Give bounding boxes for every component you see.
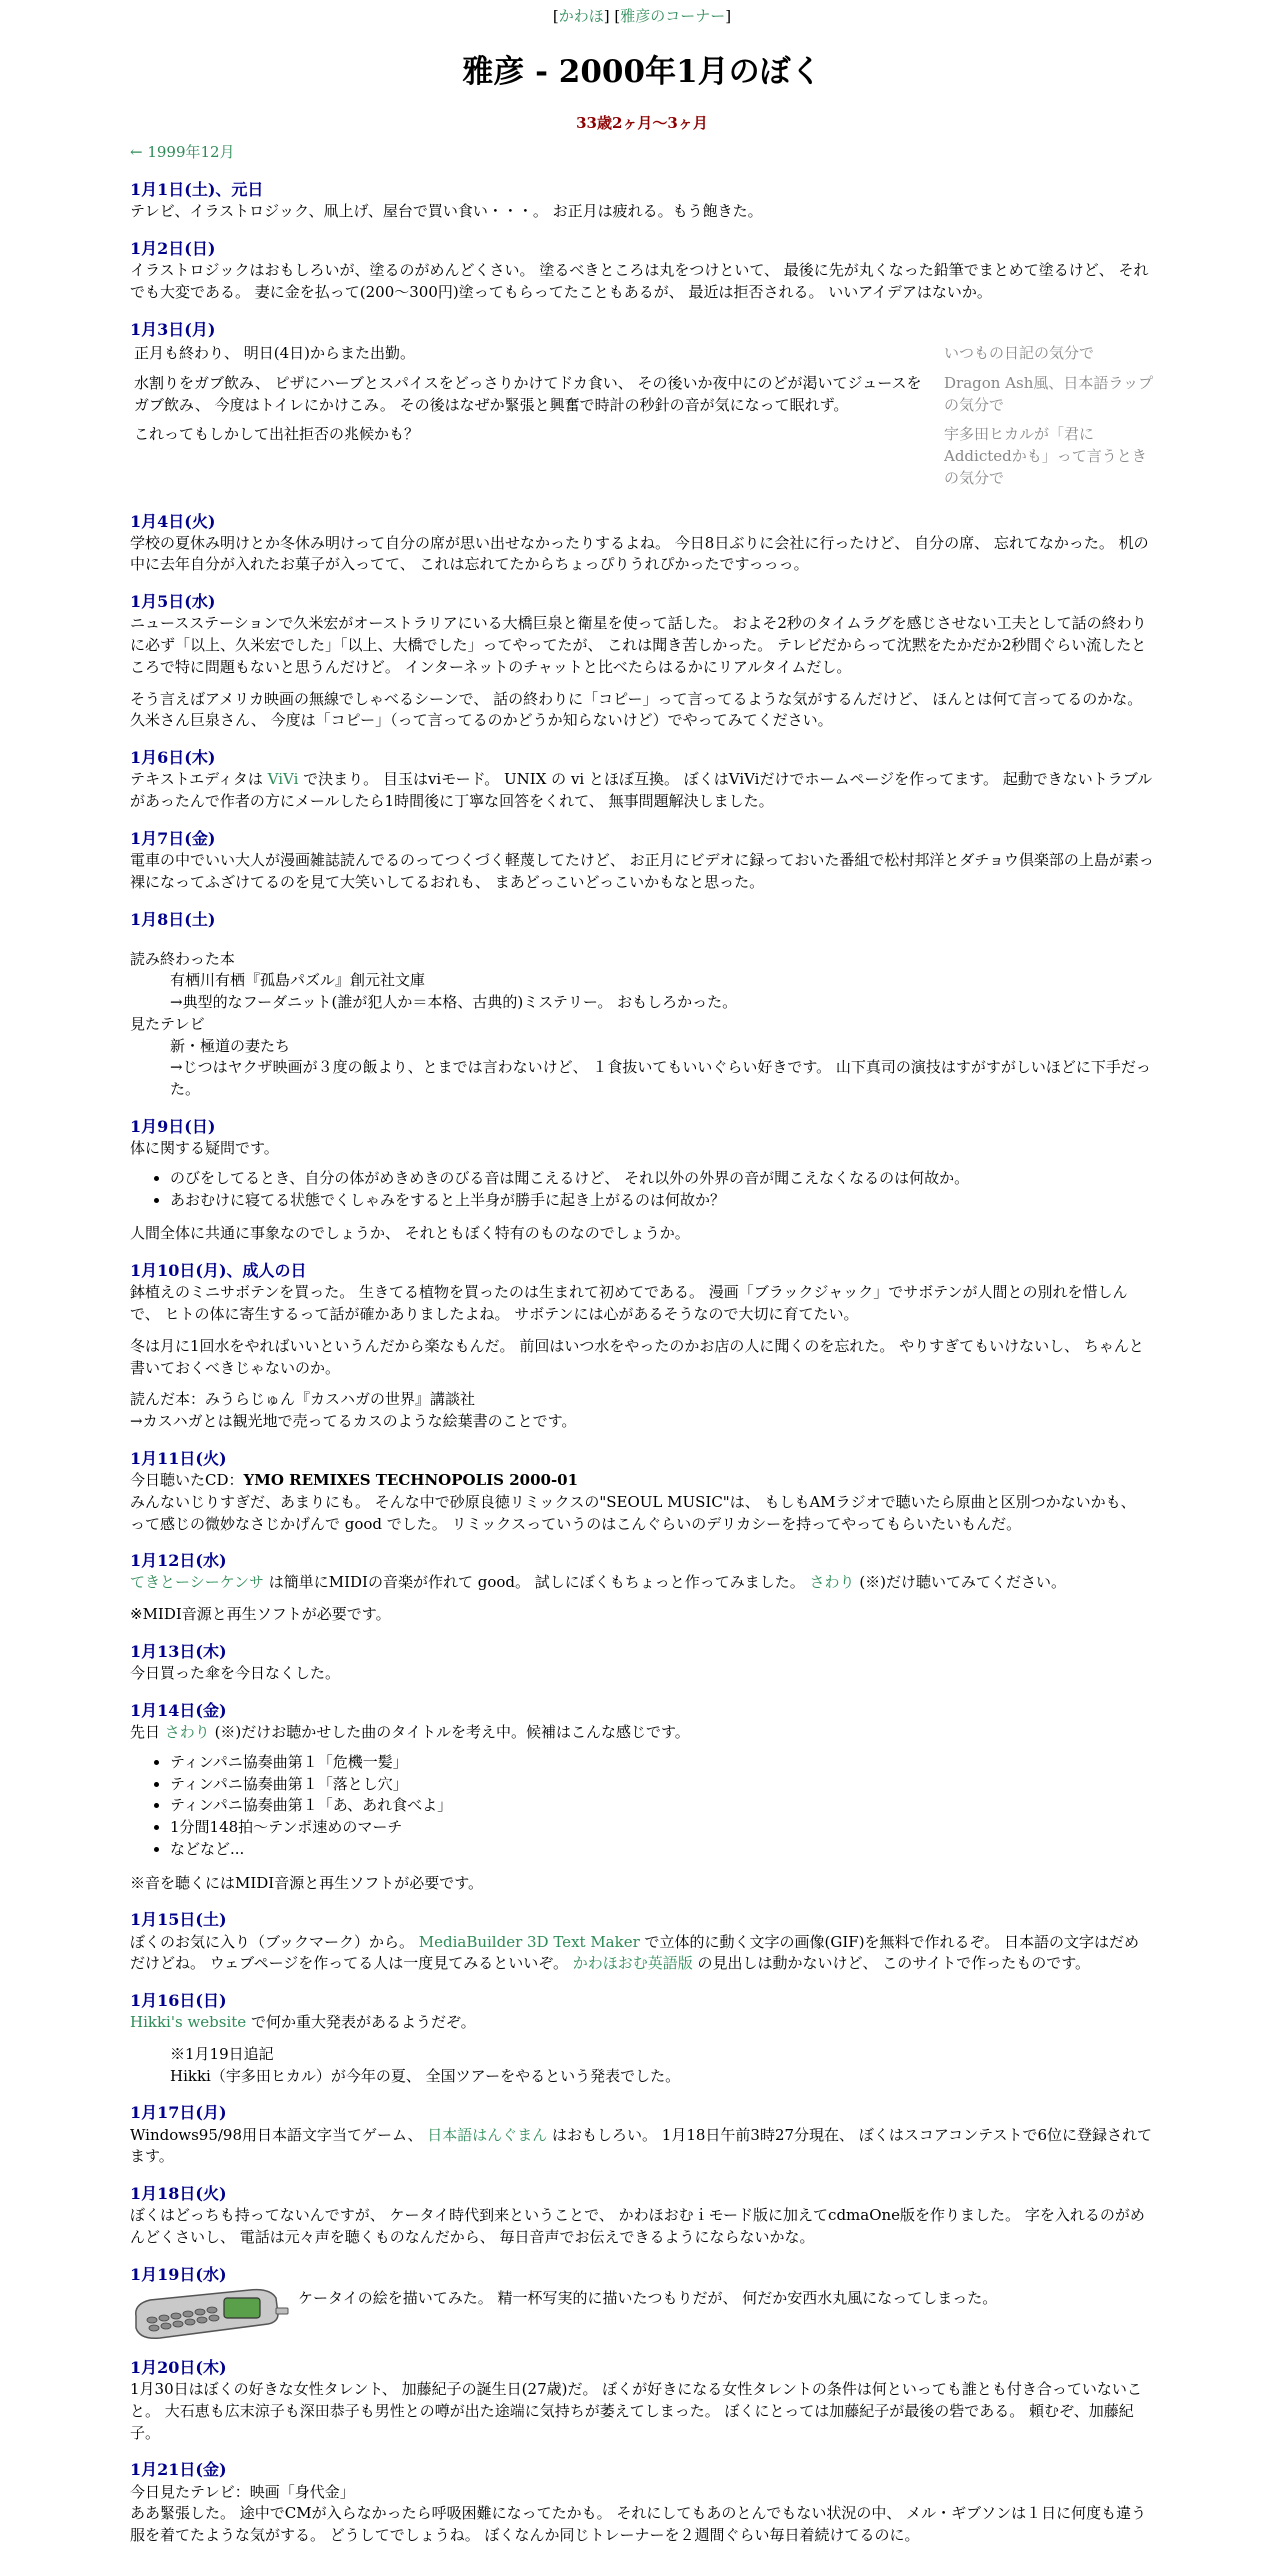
text-span: Windows95/98用日本語文字当てゲーム、 [130,2125,428,2144]
sawari-link[interactable]: さわり [164,1723,210,1742]
diary-entry [130,1259,1154,1433]
entry-date: 1月6日(木) [130,748,216,768]
vivi-link[interactable]: ViVi [267,770,299,789]
list-item: • などなど... [170,1839,1154,1861]
mood-text: これってもしかして出社拒否の兆候かも？ [134,425,420,444]
entry-text: ああ緊張した。 途中でCMが入らなかったら呼吸困難になってたかも。 それにしてもあのとんでもない状況の中、 メル・ギブソンは１日に何度も違う服を着てたような気がする。 どうしてでしょうね。 ぼくなんか同じトレーナーを２週間ぐらい毎日着続けてるのに。 [130,2504,1147,2545]
text-span: (※)だけお聴かせした曲のタイトルを考え中。候補はこんな感じです。 [209,1723,690,1742]
text-span: 今日聴いたCD： [130,1471,244,1489]
mood-text: 水割りをガブ飲み、 ピザにハーブとスパイスをどっさりかけてドカ食い、 その後いか夜中にのどが渇いてジュースをガブ飲み、 今度はトイレにかけこみ。 その後はなぜか緊張と興奮で時計の秒針の音が気になって眠れず。 [134,373,922,414]
entry-date: 1月20日(木) [130,2358,227,2377]
book-comment: →典型的なフーダニット(誰が犯人か＝本格、古典的)ミステリー。 おもしろかった。 [170,993,738,1012]
diary-entry [130,1640,1154,1685]
diary-entry [130,2263,1154,2342]
text-span: 先日 [130,1723,165,1742]
text-span: で何か重大発表があるようだぞ。 [246,2013,476,2032]
list-item: • のびをしてるとき、自分の体がめきめきのびる音は聞こえるけど、 それ以外の外界の音が聞こえなくなるのは何故か。 [170,1168,1154,1190]
entry-date: 1月13日(木) [130,1641,227,1661]
mood-note: 宇多田ヒカルが「君にAddictedかも」って言うときの気分で [944,425,1147,487]
diary-entry [130,2458,1154,2546]
diary-entry [130,2182,1154,2249]
books-heading: 読み終わった本 [130,949,235,968]
entry-text: 今日見たテレビ：映画「身代金」 [130,2482,355,2501]
phone-row [130,2286,1154,2342]
entry-date: 1月9日(日) [130,1116,216,1136]
entry-text: 人間全体に共通に事象なのでしょうか、 それともぼく特有のものなのでしょうか。 [130,1224,690,1243]
entry-text [130,1572,1154,1594]
entry-text: →カスハガとは観光地で売ってるカスのような絵葉書のことです。 [130,1412,577,1431]
entry-date: 1月1日(土)、元日 [130,180,264,200]
diary-entry [130,1549,1154,1626]
list-item: • ティンパニ協奏曲第１「落とし穴」 [170,1774,1154,1796]
mood-note: いつもの日記の気分で [944,344,1095,362]
title-candidate-list [130,1752,1154,1861]
entry-text: ニュースステーションで久米宏がオーストラリアにいる大橋巨泉と衛星を使って話した。 およそ2秒のタイムラグを感じさせない工夫として話の終わりに必ず「以上、久米宏でした」「以上、大橋でした」ってやってたが、 これは聞き苦しかった。 テレビだからって沈黙をたかだか2秒間ぐらい流したところで特に問題もないと思うんだけど。 インターネットのチャットと比べたらはるかにリアルタイムだし。 [130,614,1147,676]
mood-text: 正月も終わり、 明日(4日)からまた出勤。 [134,344,416,362]
sawari-link[interactable]: さわり [809,1573,855,1592]
prev-month-link[interactable]: ← 1999年12月 [130,143,235,162]
nav-bracket: ] [ [603,7,621,25]
mood-table [130,341,1154,496]
entry-date: 1月2日(日) [130,239,216,259]
list-item: • ティンパニ協奏曲第１「あ、あれ食べよ」 [170,1795,1154,1817]
entry-text: 学校の夏休み明けとか冬休み明けって自分の席が思い出せなかったりするよね。 今日8日ぶりに会社に行ったけど、 自分の席、 忘れてなかった。 机の中に去年自分が入れたお菓子が入ってて、 これは忘れてたからちょっぴりうれぴかったですっっっ。 [130,533,1149,574]
tv-heading: 見たテレビ [130,1014,205,1033]
diary-entry [130,2356,1154,2444]
entry-date: 1月14日(金) [130,1700,227,1720]
diary-entry [130,827,1154,894]
nav-link-corner[interactable]: 雅彦のコーナー [620,7,726,25]
entry-text: 体に関する疑問です。 [130,1139,279,1158]
tv-title: 新・極道の妻たち [170,1036,291,1055]
entry-date: 1月5日(水) [130,592,216,612]
text-span: の見出しは動かないけど、 このサイトで作ったものです。 [692,1954,1091,1973]
cd-line [130,1470,1154,1492]
entry-date: 1月12日(水) [130,1551,227,1571]
entry-note: ※MIDI音源と再生ソフトが必要です。 [130,1605,391,1624]
question-list [130,1168,1154,1212]
diary-entry [130,2101,1154,2168]
diary-entry [130,178,1154,223]
entry-date: 1月10日(月)、成人の日 [130,1261,307,1281]
addendum-text: Hikki（宇多田ヒカル）が今年の夏、 全国ツアーをやるという発表でした。 [170,2066,681,2085]
entry-text [130,2125,1154,2169]
entry-note: ※音を聴くにはMIDI音源と再生ソフトが必要です。 [130,1873,484,1892]
page [130,0,1154,2547]
entry-date: 1月4日(火) [130,511,216,531]
diary-entry [130,908,1154,1101]
entry-text: 1月30日はぼくの好きな女性タレント、 加藤紀子の誕生日(27歳)だ。 ぼくが好きになる女性タレントの条件は何といっても誰とも付き合っていないこと。 大石恵も広末涼子も深田恭子も男性との噂が出た途端に気持ちが萎えてしまった。 ぼくにとっては加藤紀子が最後の砦である。 頼むぞ、加藤紀子。 [130,2380,1142,2442]
entry-text [130,1932,1154,1976]
mobile-phone-drawing [130,2286,290,2342]
entry-text [130,769,1154,813]
list-item: • ティンパニ協奏曲第１「危機一髪」 [170,1752,1154,1774]
hikki-link[interactable]: Hikki's website [130,2013,247,2032]
text-span: で決まり。 目玉はviモード。 UNIX の vi とほぼ互換。 ぼくはViViだけでホームページを作ってます。 起動できないトラブルがあったんで作者の方にメールしたら1時間後に丁寧な回答をくれて、 無事問題解決しました。 [130,770,1153,811]
entry-text: 電車の中でいい大人が漫画雑誌読んでるのってつくづく軽蔑してたけど、 お正月にビデオに録っておいた番組で松村邦洋とダチョウ倶楽部の上島が素っ裸になってふざけてるのを見て大笑いしてるおれも、 まあどっこいどっこいかもなと思った。 [130,851,1154,891]
diary-entry [130,1989,1154,2087]
nav-bracket: [ [552,7,559,25]
mood-note: Dragon Ash風、日本語ラップの気分で [944,373,1154,414]
entry-date: 1月15日(土) [130,1910,227,1930]
text-span: (※)だけ聴いてみてください。 [854,1573,1067,1592]
diary-entry [130,1115,1154,1245]
tv-comment: →じつはヤクザ映画が３度の飯より、とまでは言わないけど、 １食抜いてもいいぐらい好きです。 山下真司の演技はすがすがしいほどに下手だった。 [170,1058,1151,1099]
nav-link-home[interactable]: かわほ [558,7,604,25]
sequencer-link[interactable]: てきとーシーケンサ [130,1573,264,1592]
entry-text: みんないじりすぎだ、あまりにも。 そんな中で砂原良徳リミックスの"SEOUL MUSIC"は、 もしもAMラジオで聴いたら原曲と区別つかないかも、 って感じの微妙なさじかげんで good でした。 リミックスっていうのはこんぐらいのデリカシーを持ってやってもらいたいもんだ。 [130,1492,1136,1533]
entry-text: テレビ、イラストロジック、凧上げ、屋台で買い食い・・・。 お正月は疲れる。もう飽きた。 [130,202,763,221]
diary-entry [130,237,1154,304]
entry-text: 読んだ本：みうらじゅん『カスハガの世界』講談社 [130,1390,476,1409]
text-span: はおもしろい。 1月18日午前3時27分現在、 ぼくはスコアコンテストで6位に登録されてます。 [130,2125,1153,2166]
diary-entry [130,1447,1154,1535]
list-item: • 1分間148拍～テンポ速めのマーチ [170,1817,1154,1839]
entry-text: 鉢植えのミニサボテンを買った。 生きてる植物を買ったのは生まれて初めてである。 漫画「ブラックジャック」でサボテンが人間との別れを惜しんで、 ヒトの体に寄生するって話が確かありましたよね。 サボテンには心があるそうなので大切に育てたい。 [130,1283,1128,1324]
entry-date: 1月3日(月) [130,319,216,339]
diary-entry [130,1699,1154,1894]
text-span: で立体的に動く文字の画像(GIF)を無料で作れるぞ。 日本語の文字はだめだけどね。 ウェブページを作ってる人は一度見てみるといいぞ。 [130,1932,1140,1973]
entry-text [130,1722,1154,1744]
text-span: ぼくのお気に入り（ブックマーク）から。 [130,1932,419,1951]
age-line: 33歳2ヶ月～3ヶ月 [576,113,708,132]
mediabuilder-link[interactable]: MediaBuilder 3D Text Maker [418,1932,640,1951]
diary-entry [130,318,1154,496]
entry-text: そう言えばアメリカ映画の無線でしゃべるシーンで、 話の終わりに「コピー」って言ってるような気がするんだけど、 ほんとは何て言ってるのかな。 久米さん巨泉さん、 今度は「コピー」（って言ってるのかどうか知らないけど）でやってみてください。 [130,689,1143,730]
entry-date: 1月21日(金) [130,2460,227,2480]
top-nav [130,6,1154,28]
entry-text: イラストロジックはおもしろいが、塗るのがめんどくさい。 塗るべきところは丸をつけといて、 最後に先が丸くなった鉛筆でまとめて塗るけど、 それでも大変である。 妻に金を払って(200～300円)塗ってもらってたこともあるが、 最近は拒否される。 いいアイデアはないか。 [130,261,1149,302]
entry-date: 1月7日(金) [130,828,216,848]
addendum-label: ※1月19日追記 [170,2044,274,2063]
hangman-link[interactable]: 日本語はんぐまん [427,2125,548,2144]
entry-date: 1月19日(水) [130,2264,227,2284]
spacer [130,931,1154,949]
entry-date: 1月16日(日) [130,1991,227,2010]
page-title: 雅彦 - 2000年1月のぼく [462,53,822,90]
nav-bracket: ] [725,7,732,25]
entry-date: 1月8日(土) [130,909,216,929]
entry-text: ケータイの絵を描いてみた。 精一杯写実的に描いたつもりだが、 何だか安西水丸風になってしまった。 [298,2289,998,2307]
diary-entry [130,746,1154,813]
entry-text: 冬は月に1回水をやればいいというんだから楽なもんだ。 前回はいつ水をやったのかお店の人に聞くのを忘れた。 やりすぎてもいけないし、 ちゃんと書いておくべきじゃないのか。 [130,1336,1144,1377]
entry-date: 1月18日(火) [130,2184,227,2204]
diary-entry [130,510,1154,577]
entry-text [130,2012,1154,2034]
text-span: は簡単にMIDIの音楽が作れて good。 試しにぼくもちょっと作ってみました。 [263,1573,810,1592]
list-item: • あおむけに寝てる状態でくしゃみをすると上半身が勝手に起き上がるのは何故か？ [170,1190,1154,1212]
english-site-link[interactable]: かわほおむ英語版 [572,1954,693,1973]
entry-date: 1月17日(月) [130,2103,227,2123]
cd-title: YMO REMIXES TECHNOPOLIS 2000-01 [243,1471,579,1489]
book-title: 有栖川有栖『孤島パズル』創元社文庫 [170,971,426,990]
entry-text: 今日買った傘を今日なくした。 [130,1664,341,1683]
diary-entry [130,590,1154,732]
text-span: テキストエディタは [130,770,268,789]
entry-text: ぼくはどっちも持ってないんですが、 ケータイ時代到来ということで、 かわほおむｉモード版に加えてcdmaOne版を作りました。 字を入れるのがめんどくさいし、 電話は元々声を聴くものなんだから、 毎日音声でお伝えできるようにならないかな。 [130,2206,1145,2247]
entry-date: 1月11日(火) [130,1448,227,1468]
diary-entry [130,1908,1154,1975]
